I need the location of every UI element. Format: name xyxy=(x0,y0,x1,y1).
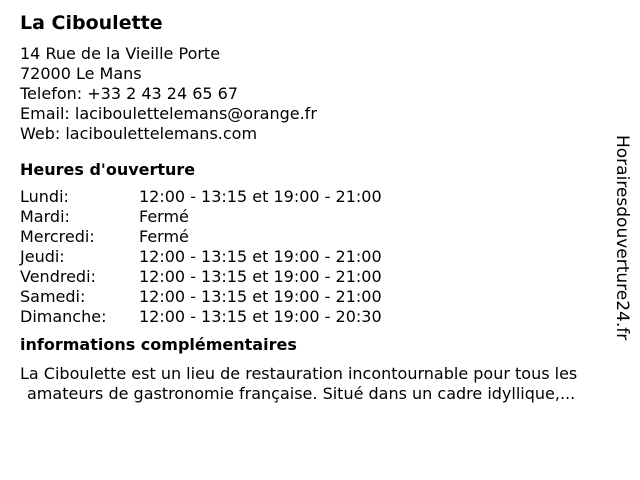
website: Web: laciboulettelemans.com xyxy=(20,124,258,143)
restaurant-name: La Ciboulette xyxy=(20,12,163,34)
day-label: Mardi: xyxy=(20,207,70,226)
address-city: 72000 Le Mans xyxy=(20,64,142,83)
hours-row-friday xyxy=(20,267,610,287)
day-hours: 12:00 - 13:15 et 19:00 - 21:00 xyxy=(139,247,382,266)
day-hours: Fermé xyxy=(139,227,189,246)
hours-table xyxy=(20,187,610,327)
hours-row-thursday xyxy=(20,247,610,267)
restaurant-card xyxy=(20,10,610,404)
hours-row-tuesday xyxy=(20,207,610,227)
hours-row-sunday xyxy=(20,307,610,327)
description-line: amateurs de gastronomie française. Situé dans un cadre idyllique,... xyxy=(27,384,576,403)
description-line: La Ciboulette est un lieu de restauration incontournable pour tous les xyxy=(20,364,578,383)
day-label: Samedi: xyxy=(20,287,86,306)
contact-block xyxy=(20,44,610,144)
hours-row-wednesday xyxy=(20,227,610,247)
day-label: Dimanche: xyxy=(20,307,107,326)
hours-row-saturday xyxy=(20,287,610,307)
address-street: 14 Rue de la Vieille Porte xyxy=(20,44,221,63)
day-hours: 12:00 - 13:15 et 19:00 - 21:00 xyxy=(139,187,382,206)
description xyxy=(20,364,610,404)
day-hours: 12:00 - 13:15 et 19:00 - 21:00 xyxy=(139,267,382,286)
day-hours: 12:00 - 13:15 et 19:00 - 21:00 xyxy=(139,287,382,306)
day-label: Jeudi: xyxy=(20,247,65,266)
info-heading: informations complémentaires xyxy=(20,335,297,354)
hours-row-monday xyxy=(20,187,610,207)
day-hours: Fermé xyxy=(139,207,189,226)
day-label: Lundi: xyxy=(20,187,69,206)
day-label: Mercredi: xyxy=(20,227,95,246)
day-hours: 12:00 - 13:15 et 19:00 - 20:30 xyxy=(139,307,382,326)
site-watermark: Horairesdouverture24.fr xyxy=(612,135,632,341)
email-address: Email: laciboulettelemans@orange.fr xyxy=(20,104,317,123)
phone-number: Telefon: +33 2 43 24 65 67 xyxy=(20,84,239,103)
day-label: Vendredi: xyxy=(20,267,96,286)
hours-heading: Heures d'ouverture xyxy=(20,160,196,179)
